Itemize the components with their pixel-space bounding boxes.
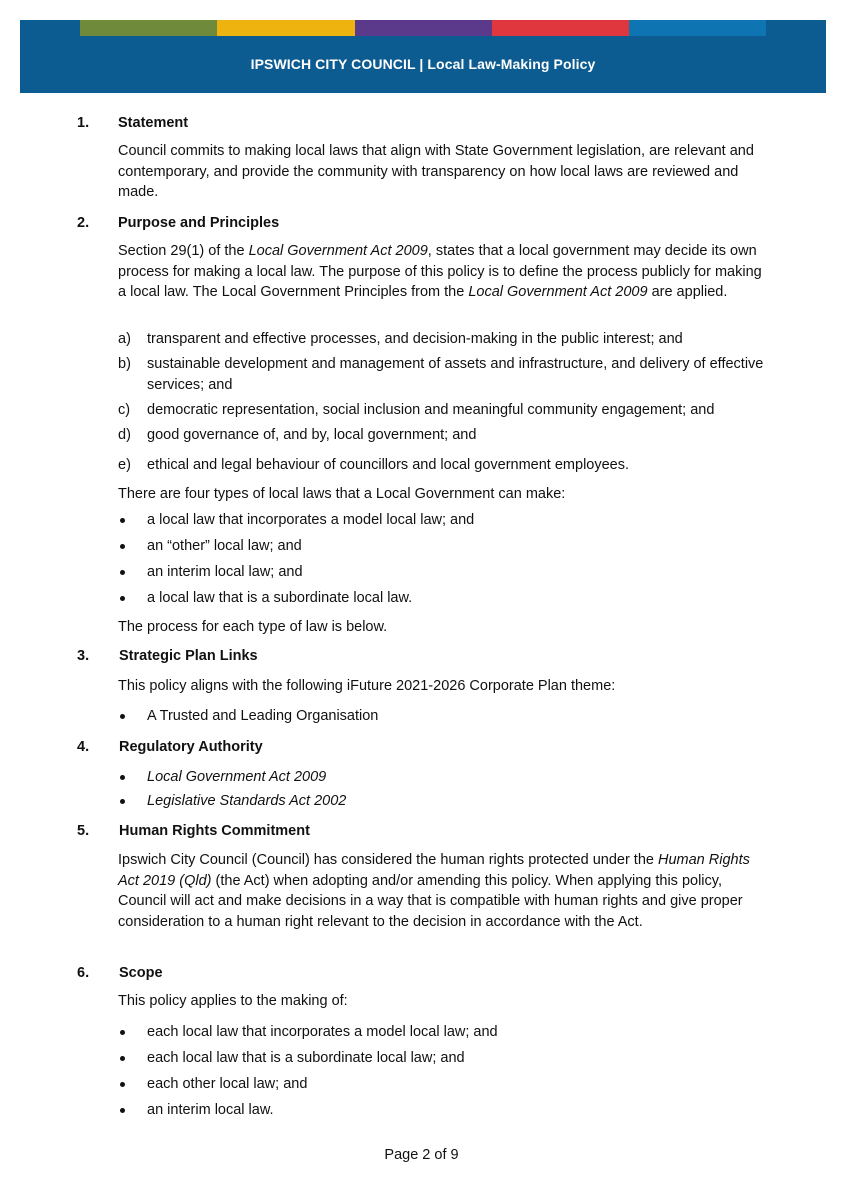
- list-text: an “other” local law; and: [147, 538, 302, 554]
- list-text: Legislative Standards Act 2002: [147, 793, 347, 809]
- list-text: good governance of, and by, local government; and: [147, 427, 477, 443]
- section-heading: Human Rights Commitment: [119, 823, 310, 839]
- section-number: 4.: [77, 739, 90, 755]
- section-paragraph: This policy applies to the making of:: [118, 993, 348, 1009]
- list-text: each local law that incorporates a model local law; and: [147, 1024, 498, 1040]
- section-heading: Regulatory Authority: [119, 739, 263, 755]
- bullet-icon: [120, 544, 125, 549]
- list-marker: b): [118, 356, 131, 372]
- list-text: each local law that is a subordinate local law; and: [147, 1050, 465, 1066]
- bullet-icon: [120, 1108, 125, 1113]
- section-paragraph: Section 29(1) of the Local Government Act 2009, states that a local government may decide its own process for making a local law. The purpose of this policy is to define the process publicly for making a local law. The Local Government Principles from the Local Government Act 2009 are applied.: [118, 243, 762, 301]
- page-number: Page 2 of 9: [384, 1147, 459, 1163]
- list-text: a local law that is a subordinate local law.: [147, 590, 413, 606]
- bullet-icon: [120, 570, 125, 575]
- section-paragraph: This policy aligns with the following iFuture 2021-2026 Corporate Plan theme:: [118, 678, 616, 694]
- list-text: A Trusted and Leading Organisation: [147, 708, 379, 724]
- bullet-icon: [120, 1056, 125, 1061]
- list-marker: a): [118, 331, 131, 347]
- list-text: Local Government Act 2009: [147, 769, 327, 785]
- section-number: 6.: [77, 965, 90, 981]
- section-number: 2.: [77, 215, 90, 231]
- section-paragraph: The process for each type of law is below.: [118, 619, 388, 635]
- bullet-icon: [120, 775, 125, 780]
- document-title: IPSWICH CITY COUNCIL | Local Law-Making Policy: [250, 56, 596, 72]
- section-heading: Purpose and Principles: [118, 215, 280, 231]
- bullet-icon: [120, 1082, 125, 1087]
- section-heading: Statement: [118, 115, 189, 131]
- list-marker: c): [118, 402, 131, 418]
- list-marker: e): [118, 457, 131, 473]
- bullet-icon: [120, 714, 125, 719]
- list-text: sustainable development and management of assets and infrastructure, and delivery of effective services; and: [147, 356, 764, 393]
- list-text: an interim local law.: [147, 1102, 274, 1118]
- list-text: each other local law; and: [147, 1076, 308, 1092]
- bullet-icon: [120, 1030, 125, 1035]
- section-heading: Strategic Plan Links: [119, 648, 258, 664]
- section-number: 1.: [77, 115, 90, 131]
- section-paragraph: Ipswich City Council (Council) has considered the human rights protected under the Human Rights Act 2019 (Qld) (the Act) when adopting and/or amending this policy. When applying this policy, Council will act and make decisions in a way that is compatible with human rights and give proper consideration to a human right relevant to the decision in accordance with the Act.: [118, 852, 750, 930]
- bullet-icon: [120, 596, 125, 601]
- section-heading: Scope: [119, 965, 163, 981]
- list-text: an interim local law; and: [147, 564, 303, 580]
- list-text: transparent and effective processes, and decision-making in the public interest; and: [147, 331, 683, 347]
- list-text: a local law that incorporates a model local law; and: [147, 512, 475, 528]
- list-text: democratic representation, social inclusion and meaningful community engagement; and: [147, 402, 715, 418]
- section-paragraph: Council commits to making local laws that align with State Government legislation, are relevant and contemporary, and provide the community with transparency on how local laws are reviewed and made.: [118, 143, 754, 201]
- list-text: ethical and legal behaviour of councillors and local government employees.: [147, 457, 630, 473]
- section-number: 5.: [77, 823, 90, 839]
- section-number: 3.: [77, 648, 90, 664]
- bullet-icon: [120, 799, 125, 804]
- bullet-icon: [120, 518, 125, 523]
- list-marker: d): [118, 427, 131, 443]
- section-paragraph: There are four types of local laws that a Local Government can make:: [118, 486, 566, 502]
